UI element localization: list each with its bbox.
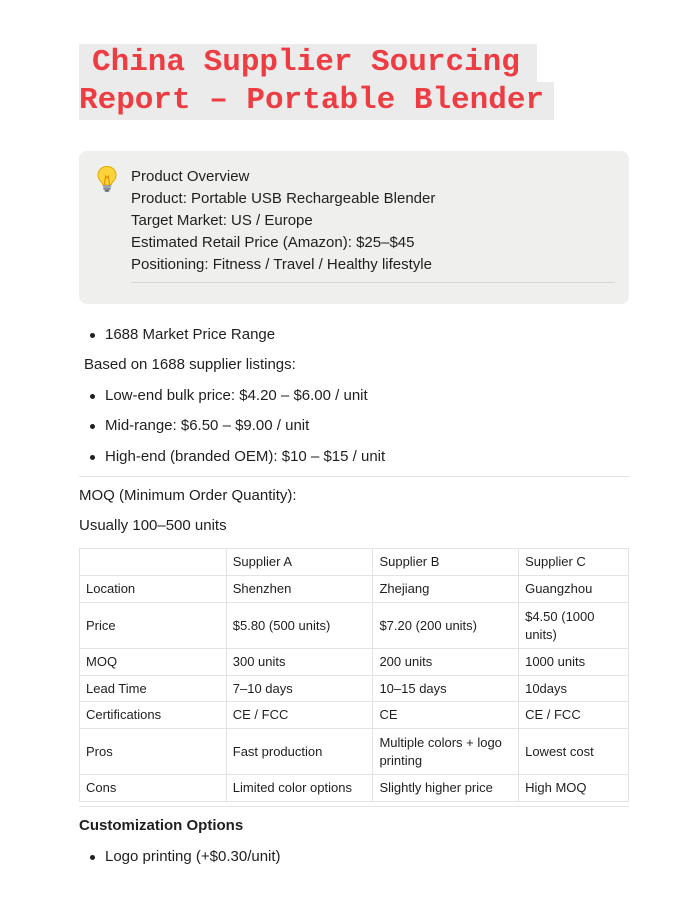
- divider: [79, 806, 629, 807]
- divider: [79, 476, 629, 477]
- table-cell: 10–15 days: [373, 676, 519, 702]
- overview-positioning: Positioning: Fitness / Travel / Healthy lifestyle: [131, 256, 432, 273]
- supplier-comparison-table: [79, 548, 629, 802]
- page-title-line-1: China Supplier Sourcing: [79, 44, 537, 82]
- table-cell: Location: [80, 576, 227, 603]
- table-cell: CE / FCC: [519, 702, 629, 729]
- overview-price: Estimated Retail Price (Amazon): $25–$45: [131, 234, 415, 251]
- list-item: Mid-range: $6.50 – $9.00 / unit: [90, 416, 309, 436]
- table-cell: 200 units: [373, 649, 519, 676]
- table-cell: 10days: [519, 676, 629, 702]
- table-cell: Pros: [80, 729, 227, 775]
- table-cell: Fast production: [226, 729, 373, 775]
- lightbulb-icon: [95, 165, 119, 193]
- page-title: [79, 44, 554, 120]
- table-header-cell: Supplier C: [519, 549, 629, 576]
- table-row: [80, 649, 629, 676]
- list-item: High-end (branded OEM): $10 – $15 / unit: [90, 447, 385, 467]
- table-row: [80, 676, 629, 702]
- table-header-cell: [80, 549, 227, 576]
- table-header-cell: Supplier A: [226, 549, 373, 576]
- table-cell: Certifications: [80, 702, 227, 729]
- list-item: 1688 Market Price Range: [90, 325, 275, 345]
- table-header-row: [80, 549, 629, 576]
- callout-divider: [131, 282, 615, 283]
- table-cell: $4.50 (1000 units): [519, 603, 629, 649]
- table-cell: 1000 units: [519, 649, 629, 676]
- customization-heading: Customization Options: [79, 817, 244, 834]
- list-item: Logo printing (+$0.30/unit): [90, 847, 281, 867]
- price-range-intro: Based on 1688 supplier listings:: [84, 356, 296, 373]
- table-cell: $7.20 (200 units): [373, 603, 519, 649]
- table-cell: $5.80 (500 units): [226, 603, 373, 649]
- overview-heading: Product Overview: [131, 168, 250, 185]
- table-cell: MOQ: [80, 649, 227, 676]
- table-cell: Slightly higher price: [373, 775, 519, 802]
- table-cell: Shenzhen: [226, 576, 373, 603]
- moq-label: MOQ (Minimum Order Quantity):: [79, 487, 297, 504]
- list-item: Low-end bulk price: $4.20 – $6.00 / unit: [90, 386, 368, 406]
- table-header-cell: Supplier B: [373, 549, 519, 576]
- overview-product: Product: Portable USB Rechargeable Blender: [131, 190, 436, 207]
- table-cell: Lead Time: [80, 676, 227, 702]
- table-row: [80, 603, 629, 649]
- table-cell: Multiple colors + logo printing: [373, 729, 519, 775]
- overview-market: Target Market: US / Europe: [131, 212, 313, 229]
- table-cell: CE / FCC: [226, 702, 373, 729]
- table-cell: Zhejiang: [373, 576, 519, 603]
- product-overview-callout: [79, 151, 629, 304]
- table-cell: Price: [80, 603, 227, 649]
- table-cell: Limited color options: [226, 775, 373, 802]
- table-row: [80, 775, 629, 802]
- table-cell: 300 units: [226, 649, 373, 676]
- table-row: [80, 702, 629, 729]
- table-cell: CE: [373, 702, 519, 729]
- table-cell: 7–10 days: [226, 676, 373, 702]
- page-title-line-2: Report – Portable Blender: [79, 82, 554, 120]
- table-row: [80, 729, 629, 775]
- table-row: [80, 576, 629, 603]
- table-cell: Lowest cost: [519, 729, 629, 775]
- moq-value: Usually 100–500 units: [79, 517, 227, 534]
- table-cell: Cons: [80, 775, 227, 802]
- table-cell: Guangzhou: [519, 576, 629, 603]
- table-cell: High MOQ: [519, 775, 629, 802]
